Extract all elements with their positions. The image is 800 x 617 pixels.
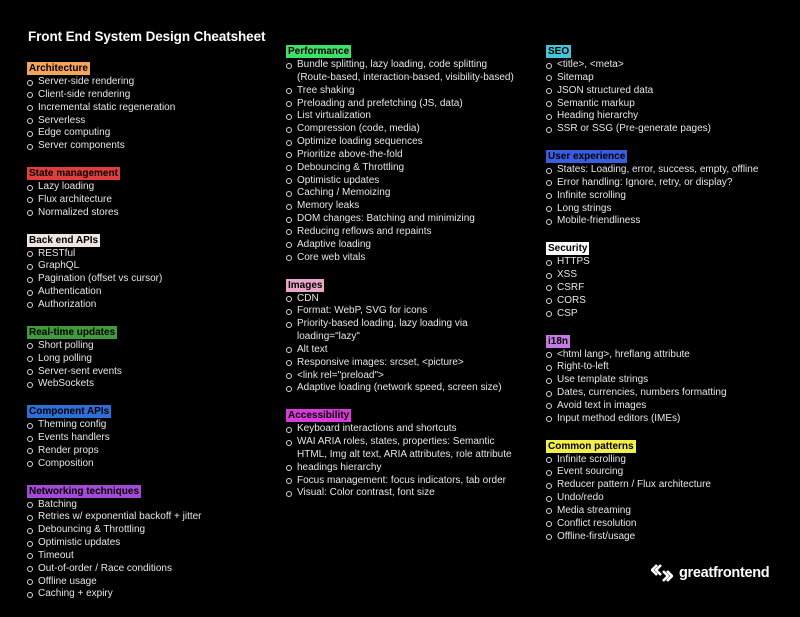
list-item: Adaptive loading bbox=[286, 239, 536, 252]
section-heading: i18n bbox=[548, 335, 569, 347]
list-item: Core web vitals bbox=[286, 252, 536, 265]
list-item: List virtualization bbox=[286, 110, 536, 123]
list-item: <link rel="preload"> bbox=[286, 370, 536, 383]
list-item-line: HTML, Img alt text, ARIA attributes, role attribute bbox=[297, 448, 512, 460]
list-item: SSR or SSG (Pre-generate pages) bbox=[546, 123, 786, 136]
list-item: Composition bbox=[27, 458, 267, 471]
list-item: Avoid text in images bbox=[546, 400, 786, 413]
section-heading: Networking techniques bbox=[29, 485, 140, 497]
list-item: Optimistic updates bbox=[27, 537, 267, 550]
list-item: Infinite scrolling bbox=[546, 454, 786, 467]
list-item: Sitemap bbox=[546, 72, 786, 85]
section-security bbox=[546, 238, 786, 320]
bullet-list bbox=[546, 454, 786, 544]
list-item: Authorization bbox=[27, 299, 267, 312]
section-i18n bbox=[546, 331, 786, 426]
list-item: Lazy loading bbox=[27, 181, 267, 194]
section-heading: State management bbox=[29, 168, 118, 180]
bullet-list bbox=[286, 293, 536, 396]
list-item: Authentication bbox=[27, 286, 267, 299]
list-item: Server components bbox=[27, 140, 267, 153]
page-title: Front End System Design Cheatsheet bbox=[28, 29, 266, 44]
column-middle bbox=[286, 41, 536, 510]
list-item: Infinite scrolling bbox=[546, 190, 786, 203]
list-item: Semantic markup bbox=[546, 98, 786, 111]
section-heading: Common patterns bbox=[548, 440, 634, 452]
bullet-list bbox=[546, 256, 786, 320]
list-item: Focus management: focus indicators, tab order bbox=[286, 475, 536, 488]
section-heading: Security bbox=[548, 243, 588, 255]
list-item: Debouncing & Throttling bbox=[286, 162, 536, 175]
bullet-list bbox=[27, 419, 267, 470]
list-item: Serverless bbox=[27, 115, 267, 128]
list-item: Flux architecture bbox=[27, 194, 267, 207]
list-item: JSON structured data bbox=[546, 85, 786, 98]
bullet-list bbox=[546, 349, 786, 426]
list-item: Undo/redo bbox=[546, 492, 786, 505]
list-item: Dates, currencies, numbers formatting bbox=[546, 387, 786, 400]
list-item: Caching / Memoizing bbox=[286, 187, 536, 200]
section-heading: Component APIs bbox=[29, 406, 110, 418]
list-item-line: Bundle splitting, lazy loading, code splitting bbox=[297, 59, 488, 70]
list-item: Client-side rendering bbox=[27, 89, 267, 102]
list-item: States: Loading, error, success, empty, offline bbox=[546, 164, 786, 177]
list-item: Error handling: Ignore, retry, or display? bbox=[546, 177, 786, 190]
section-heading: User experience bbox=[548, 151, 626, 163]
list-item: Optimize loading sequences bbox=[286, 136, 536, 149]
list-item: Short polling bbox=[27, 340, 267, 353]
section-heading: Accessibility bbox=[288, 410, 350, 422]
section-real-time-updates bbox=[27, 322, 267, 391]
list-item-line: Priority-based loading, lazy loading via bbox=[297, 318, 468, 330]
bullet-list bbox=[286, 423, 536, 500]
list-item: Long polling bbox=[27, 353, 267, 366]
list-item: Adaptive loading (network speed, screen size) bbox=[286, 382, 536, 395]
list-item: Normalized stores bbox=[27, 207, 267, 220]
list-item: Edge computing bbox=[27, 127, 267, 140]
section-state-management bbox=[27, 163, 267, 220]
list-item: HTTPS bbox=[546, 256, 786, 269]
section-component-apis bbox=[27, 401, 267, 470]
list-item: Visual: Color contrast, font size bbox=[286, 487, 536, 500]
section-heading: Back end APIs bbox=[29, 234, 99, 246]
section-heading: Architecture bbox=[29, 63, 88, 74]
list-item: <title>, <meta> bbox=[546, 59, 786, 72]
list-item: Right-to-left bbox=[546, 361, 786, 374]
list-item: Events handlers bbox=[27, 432, 267, 445]
bullet-list bbox=[27, 248, 267, 312]
bullet-list bbox=[27, 181, 267, 220]
list-item: Reducer pattern / Flux architecture bbox=[546, 479, 786, 492]
list-item: Offline-first/usage bbox=[546, 531, 786, 544]
list-item: Mobile-friendliness bbox=[546, 215, 786, 228]
list-item-line: (Route-based, interaction-based, visibility-based) bbox=[297, 71, 514, 83]
list-item: Server-side rendering bbox=[27, 76, 267, 89]
list-item: GraphQL bbox=[27, 260, 267, 273]
column-right bbox=[546, 41, 786, 553]
section-seo bbox=[546, 41, 786, 136]
list-item-line: loading="lazy" bbox=[297, 331, 360, 343]
list-item: Responsive images: srcset, <picture> bbox=[286, 357, 536, 370]
list-item: Optimistic updates bbox=[286, 175, 536, 188]
list-item: Incremental static regeneration bbox=[27, 102, 267, 115]
section-performance bbox=[286, 41, 536, 265]
list-item: Memory leaks bbox=[286, 200, 536, 213]
section-heading: Images bbox=[288, 279, 323, 291]
list-item: CSRF bbox=[546, 282, 786, 295]
list-item: Tree shaking bbox=[286, 85, 536, 98]
list-item bbox=[286, 59, 536, 85]
list-item: RESTful bbox=[27, 248, 267, 261]
section-back-end-apis bbox=[27, 230, 267, 312]
list-item: Caching + expiry bbox=[27, 588, 267, 601]
list-item: Debouncing & Throttling bbox=[27, 524, 267, 537]
list-item: Retries w/ exponential backoff + jitter bbox=[27, 511, 267, 524]
list-item: Compression (code, media) bbox=[286, 123, 536, 136]
section-heading: SEO bbox=[548, 46, 570, 57]
list-item: Pagination (offset vs cursor) bbox=[27, 273, 267, 286]
list-item: Render props bbox=[27, 445, 267, 458]
bullet-list bbox=[546, 59, 786, 136]
list-item: CSP bbox=[546, 308, 786, 321]
list-item: headings hierarchy bbox=[286, 462, 536, 475]
list-item-line: WAI ARIA roles, states, properties: Semantic bbox=[297, 436, 495, 448]
list-item: WebSockets bbox=[27, 378, 267, 391]
brand-logo bbox=[651, 563, 769, 583]
list-item: Conflict resolution bbox=[546, 518, 786, 531]
list-item: Timeout bbox=[27, 550, 267, 563]
list-item bbox=[286, 436, 536, 462]
list-item: Batching bbox=[27, 499, 267, 512]
bullet-list bbox=[546, 164, 786, 228]
list-item: DOM changes: Batching and minimizing bbox=[286, 213, 536, 226]
list-item: Preloading and prefetching (JS, data) bbox=[286, 98, 536, 111]
list-item: <html lang>, hreflang attribute bbox=[546, 349, 786, 362]
list-item: Out-of-order / Race conditions bbox=[27, 563, 267, 576]
brand-name: greatfrontend bbox=[679, 565, 770, 581]
list-item: CORS bbox=[546, 295, 786, 308]
bullet-list bbox=[27, 499, 267, 602]
list-item: Theming config bbox=[27, 419, 267, 432]
list-item: Format: WebP, SVG for icons bbox=[286, 305, 536, 318]
section-heading: Performance bbox=[288, 46, 350, 57]
list-item: XSS bbox=[546, 269, 786, 282]
list-item: Offline usage bbox=[27, 576, 267, 589]
section-images bbox=[286, 275, 536, 396]
list-item: Event sourcing bbox=[546, 466, 786, 479]
bullet-list bbox=[286, 59, 536, 265]
section-heading: Real-time updates bbox=[29, 326, 116, 338]
list-item: Server-sent events bbox=[27, 366, 267, 379]
list-item bbox=[286, 318, 536, 344]
list-item: CDN bbox=[286, 293, 536, 306]
list-item: Use template strings bbox=[546, 374, 786, 387]
list-item: Long strings bbox=[546, 203, 786, 216]
section-accessibility bbox=[286, 405, 536, 500]
section-common-patterns bbox=[546, 436, 786, 544]
list-item: Alt text bbox=[286, 344, 536, 357]
section-architecture bbox=[27, 58, 267, 153]
bullet-list bbox=[27, 340, 267, 391]
bullet-list bbox=[27, 76, 267, 153]
list-item: Reducing reflows and repaints bbox=[286, 226, 536, 239]
list-item: Input method editors (IMEs) bbox=[546, 413, 786, 426]
section-user-experience bbox=[546, 146, 786, 228]
column-left bbox=[27, 58, 267, 611]
greatfrontend-logo-icon bbox=[651, 563, 673, 583]
list-item: Heading hierarchy bbox=[546, 110, 786, 123]
section-networking-techniques bbox=[27, 481, 267, 602]
list-item: Media streaming bbox=[546, 505, 786, 518]
list-item: Keyboard interactions and shortcuts bbox=[286, 423, 536, 436]
list-item: Prioritize above-the-fold bbox=[286, 149, 536, 162]
